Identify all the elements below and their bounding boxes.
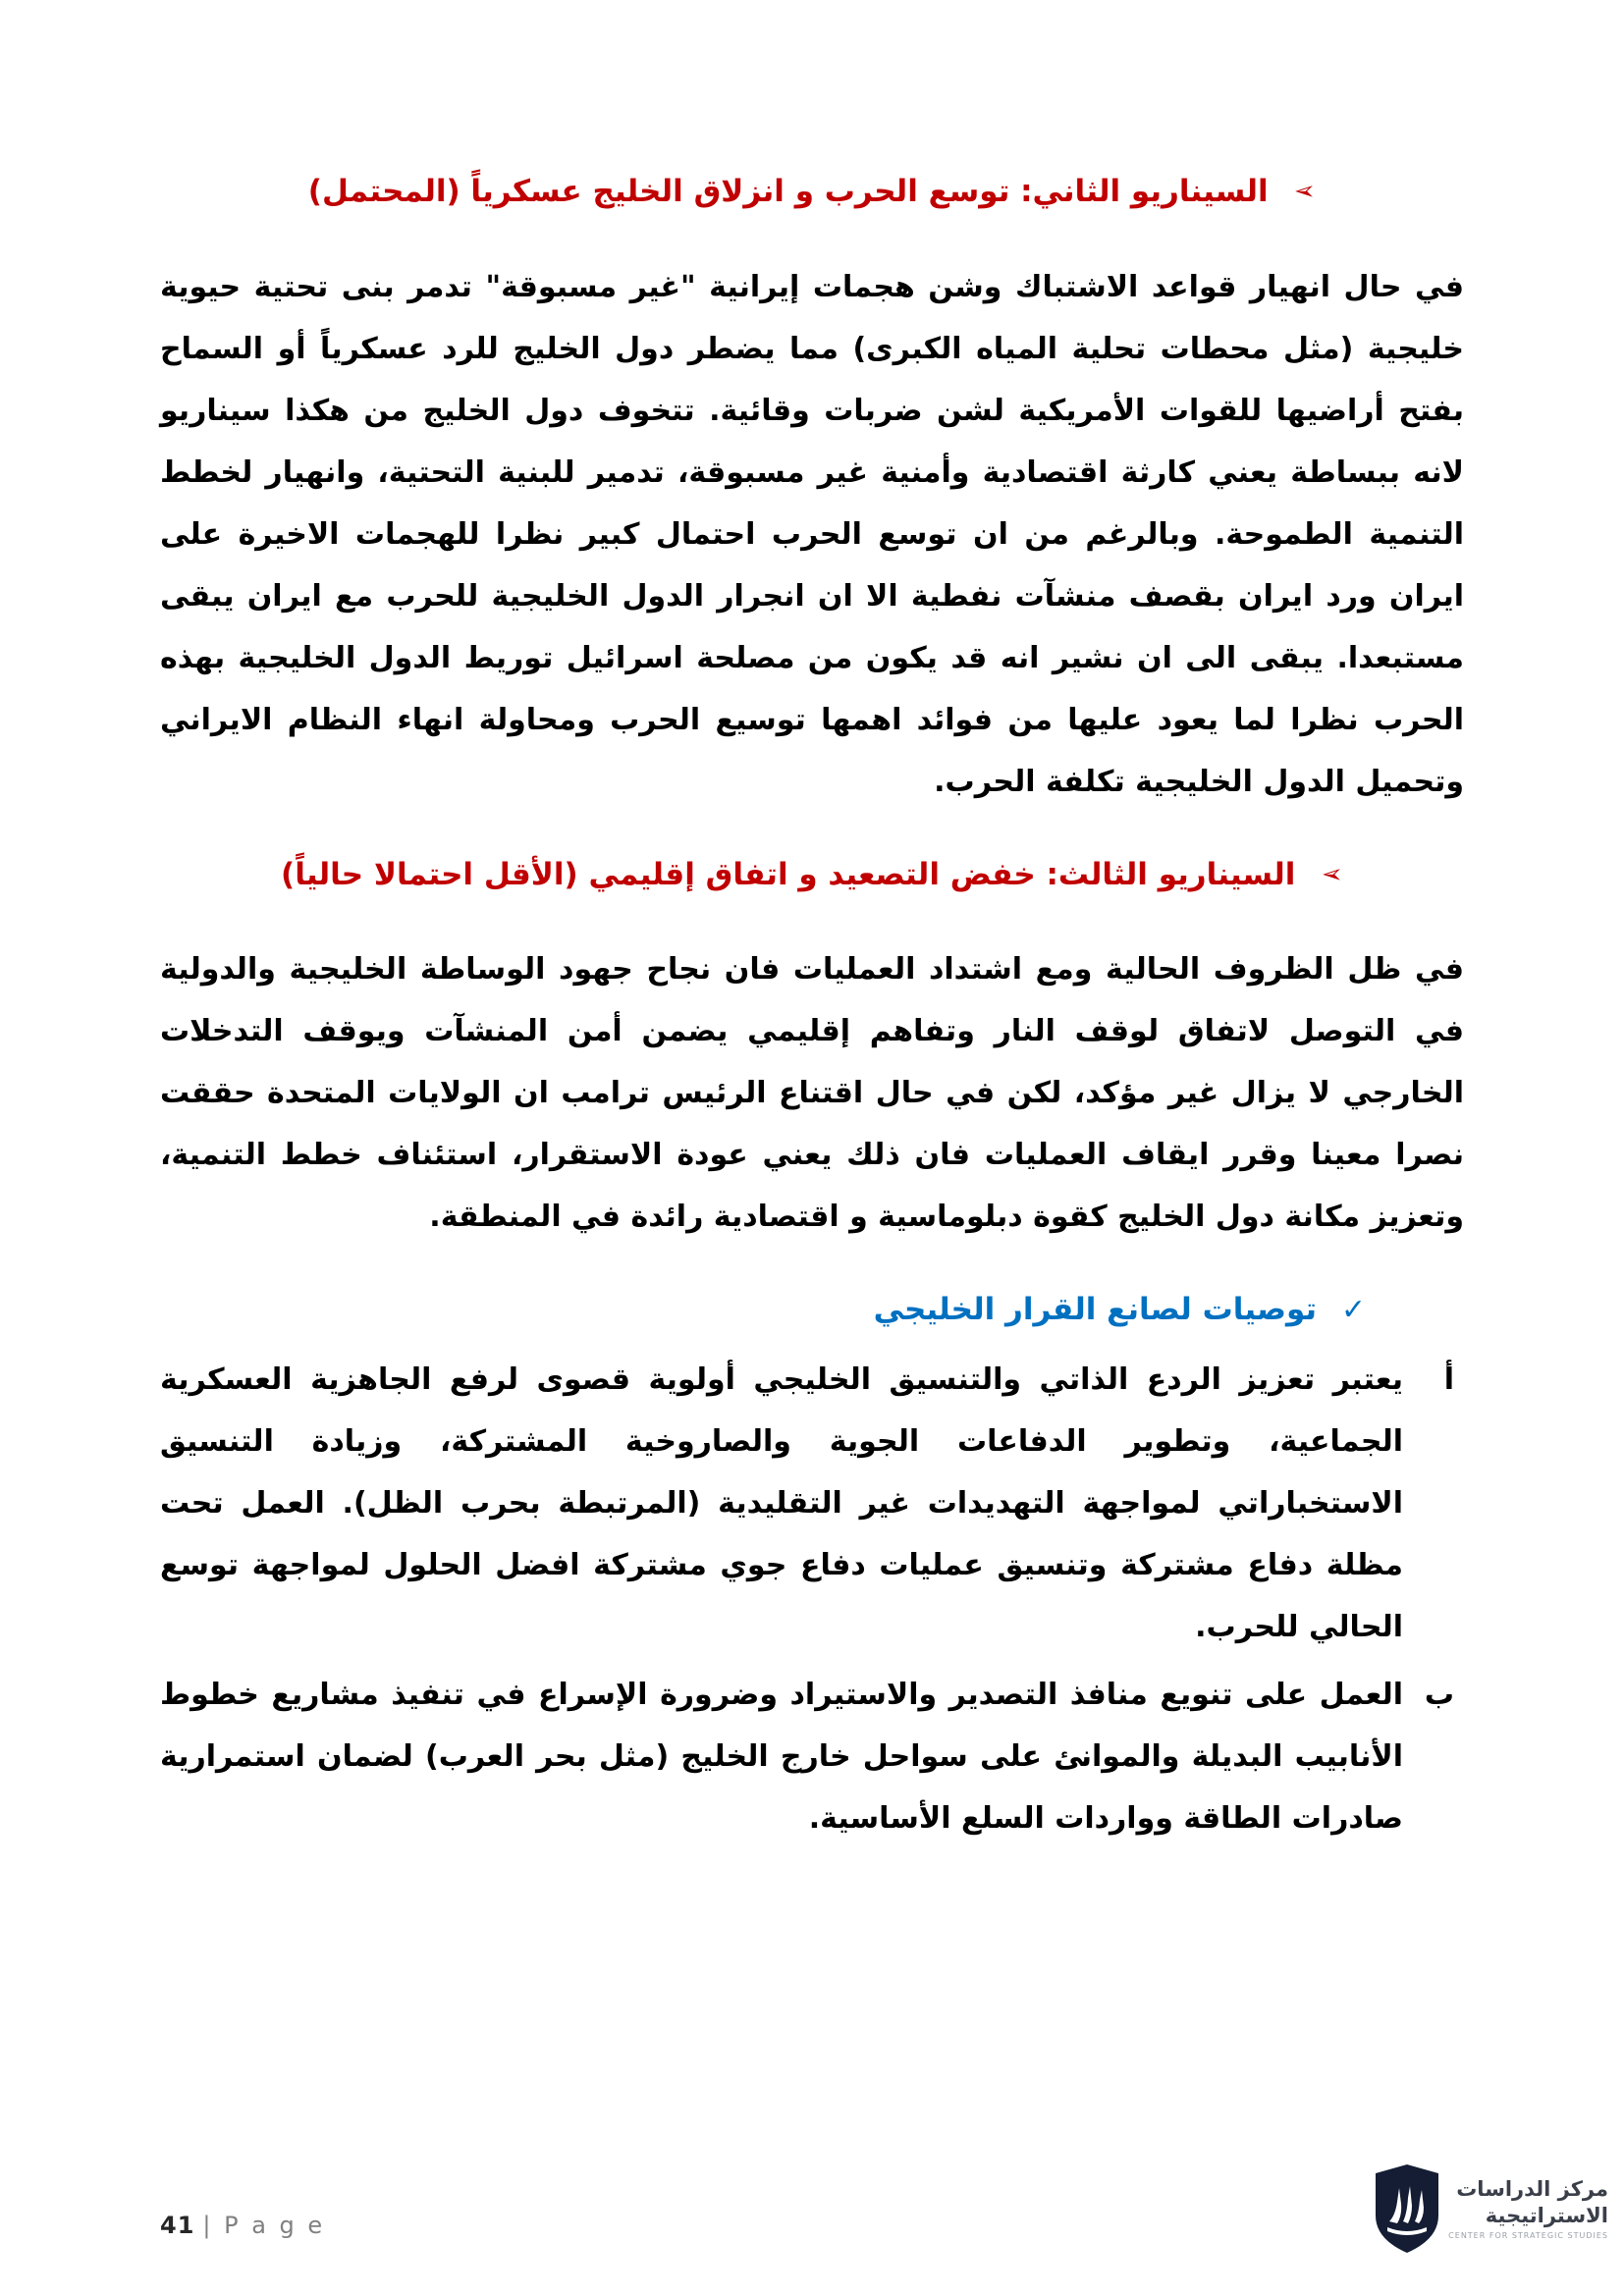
arrow-bullet-icon: ➢ — [1322, 859, 1343, 889]
organization-logo — [1376, 2164, 1608, 2253]
scenario2-paragraph: في حال انهيار قواعد الاشتباك وشن هجمات إيرانية "غير مسبوقة" تدمر بنى تحتية حيوية خليجية (مثل محطات تحلية المياه الكبرى) مما يضطر دول الخليج للرد عسكرياً أو السماح بفتح أراضيها للقوات الأمريكية لشن ضربات وقائية. تتخوف دول الخليج من هكذا سيناريو لانه ببساطة يعني كارثة اقتصادية وأمنية غير مسبوقة، تدمير للبنية التحتية، وانهيار لخطط التنمية الطموحة. وبالرغم من ان توسع الحرب احتمال كبير نظرا للهجمات الاخيرة على ايران ورد ايران بقصف منشآت نفطية الا ان انجرار الدول الخليجية للحرب مع ايران يبقى مستبعدا. يبقى الى ان نشير انه قد يكون من مصلحة اسرائيل توريط الدول الخليجية بهذه الحرب نظرا لما يعود عليها من فوائد اهمها توسيع الحرب ومحاولة انهاء النظام الايراني وتحميل الدول الخليجية تكلفة الحرب. — [160, 269, 1464, 799]
page-content — [160, 169, 1464, 1855]
check-bullet-icon: ✓ — [1340, 1293, 1366, 1327]
page-number-footer — [160, 2212, 325, 2239]
scenario2-heading — [160, 169, 1464, 215]
page-number: 41 — [160, 2212, 195, 2239]
scenario2-heading-text: السيناريو الثاني: توسع الحرب و انزلاق الخليج عسكرياً (المحتمل) — [307, 174, 1269, 209]
list-item-marker: أ — [1443, 1362, 1454, 1397]
recommendations-heading-text: توصيات لصانع القرار الخليجي — [873, 1292, 1318, 1327]
recommendations-heading — [160, 1287, 1464, 1333]
shield-logo-icon — [1376, 2164, 1438, 2253]
organization-name-line1: مركز الدراسات — [1456, 2177, 1608, 2202]
organization-name — [1448, 2176, 1608, 2241]
organization-tagline: CENTER FOR STRATEGIC STUDIES — [1448, 2230, 1608, 2240]
scenario3-heading — [160, 852, 1464, 898]
list-item — [160, 1664, 1464, 1849]
organization-name-line2: الاستراتيجية — [1485, 2203, 1608, 2227]
scenario3-paragraph: في ظل الظروف الحالية ومع اشتداد العمليات فان نجاح جهود الوساطة الخليجية والدولية في التوصل لاتفاق لوقف النار وتفاهم إقليمي يضمن أمن المنشآت ويوقف التدخلات الخارجي لا يزال غير مؤكد، لكن في حال اقتناع الرئيس ترامب ان الولايات المتحدة حققت نصرا معينا وقرر ايقاف العمليات فان ذلك يعني عودة الاستقرار، استئناف خطط التنمية، وتعزيز مكانة دول الخليج كقوة دبلوماسية و اقتصادية رائدة في المنطقة. — [160, 952, 1464, 1234]
list-item-text: العمل على تنويع منافذ التصدير والاستيراد وضرورة الإسراع في تنفيذ مشاريع خطوط الأنابيب البديلة والموانئ على سواحل خارج الخليج (مثل بحر العرب) لضمان استمرارية صادرات الطاقة وواردات السلع الأساسية. — [160, 1677, 1403, 1836]
list-item-text: يعتبر تعزيز الردع الذاتي والتنسيق الخليجي أولوية قصوى لرفع الجاهزية العسكرية الجماعية، وتطوير الدفاعات الجوية والصاروخية المشتركة، وزيادة التنسيق الاستخباراتي لمواجهة التهديدات غير التقليدية (المرتبطة بحرب الظل). العمل تحت مظلة دفاع مشتركة وتنسيق عمليات دفاع جوي مشتركة افضل الحلول لمواجهة توسع الحالي للحرب. — [160, 1362, 1403, 1644]
recommendations-list — [160, 1349, 1464, 1849]
list-item — [160, 1349, 1464, 1658]
list-item-marker: ب — [1424, 1677, 1454, 1712]
scenario3-heading-text: السيناريو الثالث: خفض التصعيد و اتفاق إقليمي (الأقل احتمالا حالياً) — [281, 856, 1296, 892]
arrow-bullet-icon: ➢ — [1294, 177, 1317, 206]
page-label: | P a g e — [202, 2212, 326, 2239]
